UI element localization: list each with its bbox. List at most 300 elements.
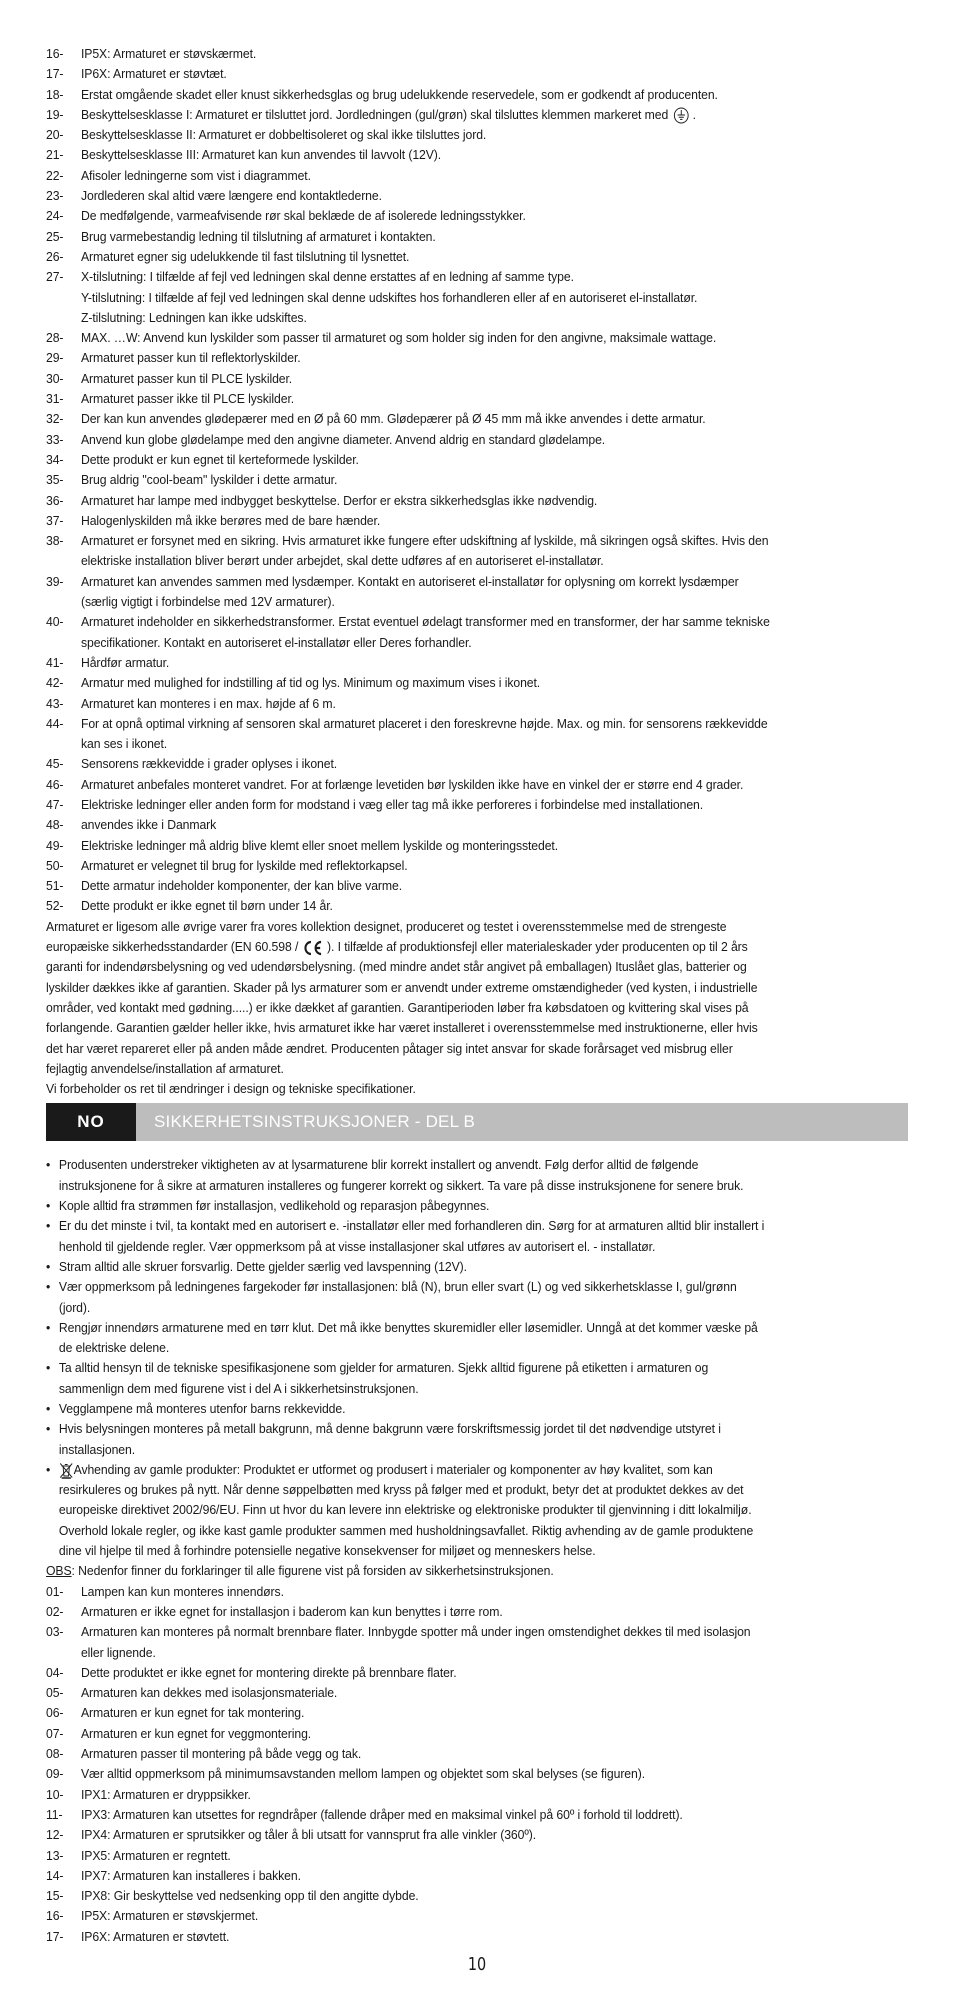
item-body bbox=[81, 1582, 908, 1602]
item-body bbox=[81, 1602, 908, 1622]
warranty-line: europæiske sikkerhedsstandarder (EN 60.598 / ). I tilfælde af produktionsfejl eller materialeskader yder producenten op til 2 års bbox=[46, 939, 748, 955]
bullet-dot: • bbox=[46, 1401, 51, 1416]
item-body bbox=[81, 572, 908, 613]
line-text: IPX1: Armaturen er dryppsikker. bbox=[80, 1786, 251, 1802]
line-text: Beskyttelsesklasse II: Armaturet er dobbeltisoleret og skal ikke tilsluttes jord. bbox=[80, 127, 487, 143]
ce-mark-icon bbox=[302, 940, 324, 956]
bullet-item bbox=[46, 1216, 908, 1257]
line-text: Armaturet indeholder en sikkerhedstransformer. Erstat eventuel ødelagt transformer med en transformer, der har samme tekniske bbox=[80, 614, 770, 630]
item-number: 45- bbox=[46, 756, 64, 772]
line-text: Lampen kan kun monteres innendørs. bbox=[80, 1583, 284, 1599]
bullet-body bbox=[59, 1399, 908, 1419]
bullet-item bbox=[46, 1257, 908, 1277]
crossed-bin-icon bbox=[59, 1462, 74, 1479]
list-item bbox=[46, 247, 908, 267]
item-number: 19- bbox=[46, 106, 64, 122]
line-text: X-tilslutning: I tilfælde af fejl ved ledningen skal denne erstattes af en ledning af samme type. bbox=[80, 269, 574, 285]
item-number: 25- bbox=[46, 228, 64, 244]
line-text: Beskyttelsesklasse I: Armaturet er tilsluttet jord. Jordledningen (gul/grøn) skal tilsluttes klemmen markeret med bbox=[80, 106, 669, 122]
page bbox=[46, 44, 908, 1947]
list-item bbox=[46, 491, 908, 511]
part-a-list bbox=[46, 44, 908, 917]
item-body bbox=[81, 491, 908, 511]
list-item bbox=[46, 896, 908, 916]
warranty-line: det har været repareret eller på anden måde ændret. Producenten påtager sig intet ansvar for skade forårsaget ved misbrug eller bbox=[46, 1040, 733, 1056]
line-text: Jordlederen skal altid være længere end kontaktlederne. bbox=[80, 188, 382, 204]
warranty-line: lyskilder dækkes ikke af garantien. Skader på lys armaturer som er anvendt under extreme omstændigheder (ved kysten, i industrielle bbox=[46, 979, 758, 995]
item-body bbox=[81, 775, 908, 795]
item-number: 43- bbox=[46, 695, 64, 711]
item-number: 08- bbox=[46, 1746, 64, 1762]
line-text: instruksjonene for å sikre at armaturen installeres og fungerer korrekt og sikkert. Ta vare på disse instruksjonene for senere bruk. bbox=[58, 1177, 744, 1193]
item-body bbox=[81, 328, 908, 348]
list-item bbox=[46, 714, 908, 755]
line-text: de elektriske delene. bbox=[58, 1340, 170, 1356]
bullet-body bbox=[59, 1196, 908, 1216]
list-item bbox=[46, 450, 908, 470]
line-text: IPX5: Armaturen er regntett. bbox=[80, 1847, 231, 1863]
item-number: 10- bbox=[46, 1786, 64, 1802]
line-text: Elektriske ledninger eller anden form for modstand i væg eller tag må ikke perforeres i forbindelse med installationen. bbox=[80, 796, 704, 812]
list-item bbox=[46, 186, 908, 206]
list-item bbox=[46, 511, 908, 531]
bullet-dot: • bbox=[46, 1198, 51, 1214]
list-item bbox=[46, 85, 908, 105]
line-text: Erstat omgående skadet eller knust sikkerhedsglas og brug udelukkende reservedele, som er godkendt af producenten. bbox=[80, 86, 718, 102]
line-text: IPX8: Gir beskyttelse ved nedsenking opp til den angitte dybde. bbox=[80, 1888, 419, 1904]
warranty-line: fejlagtig anvendelse/installation af armaturet. bbox=[46, 1060, 284, 1076]
item-number: 30- bbox=[46, 370, 64, 386]
bullet-body bbox=[59, 1257, 908, 1277]
line-text: (jord). bbox=[58, 1299, 91, 1315]
line-text: anvendes ikke i Danmark bbox=[80, 817, 217, 833]
bullet-dot: • bbox=[46, 1258, 51, 1274]
item-number: 28- bbox=[46, 330, 64, 346]
item-number: 17- bbox=[46, 1928, 64, 1944]
item-number: 42- bbox=[46, 675, 64, 691]
earth-ground-icon bbox=[674, 107, 690, 124]
item-number: 44- bbox=[46, 715, 64, 731]
item-number: 03- bbox=[46, 1624, 64, 1640]
bullet-body bbox=[59, 1419, 908, 1460]
line-text: Armaturen er kun egnet for tak montering. bbox=[80, 1705, 305, 1721]
list-item bbox=[46, 105, 908, 125]
line-text: Z-tilslutning: Ledningen kan ikke udskiftes. bbox=[80, 309, 307, 325]
bullet-item bbox=[46, 1155, 908, 1196]
item-number: 14- bbox=[46, 1867, 64, 1883]
line-text bbox=[59, 1460, 908, 1480]
list-item bbox=[46, 125, 908, 145]
item-body bbox=[81, 511, 908, 531]
obs-label: OBS bbox=[46, 1563, 72, 1579]
item-body bbox=[81, 1744, 908, 1764]
bullet-dot: • bbox=[46, 1360, 51, 1376]
item-body bbox=[81, 815, 908, 835]
list-item bbox=[46, 754, 908, 774]
list-item bbox=[46, 1582, 908, 1602]
line-text: Armaturet passer kun til reflektorlyskilder. bbox=[80, 350, 301, 366]
item-number: 09- bbox=[46, 1766, 64, 1782]
bullet-dot: • bbox=[46, 1319, 51, 1335]
item-number: 16- bbox=[46, 46, 64, 61]
line-text: Armaturet passer kun til PLCE lyskilder. bbox=[80, 370, 293, 386]
list-item bbox=[46, 1906, 908, 1926]
item-number: 05- bbox=[46, 1685, 64, 1701]
bullet-item bbox=[46, 1277, 908, 1318]
item-body bbox=[81, 714, 908, 755]
item-body bbox=[81, 64, 908, 84]
list-item bbox=[46, 1663, 908, 1683]
bullet-item bbox=[46, 1358, 908, 1399]
line-text: kan ses i ikonet. bbox=[80, 736, 168, 752]
list-item bbox=[46, 1724, 908, 1744]
item-number: 16- bbox=[46, 1908, 64, 1924]
line-text: Dette produktet er ikke egnet for montering direkte på brennbare flater. bbox=[80, 1664, 457, 1680]
bullet-body bbox=[59, 1155, 908, 1196]
line-text: For at opnå optimal virkning af sensoren skal armaturet placeret i den foreskrevne højde. Max. og min. for sensorens rækkevidde bbox=[80, 715, 768, 731]
item-number: 23- bbox=[46, 188, 64, 204]
item-number: 24- bbox=[46, 208, 64, 224]
item-number: 47- bbox=[46, 796, 64, 812]
line-text: Halogenlyskilden må ikke berøres med de bare hænder. bbox=[80, 512, 381, 528]
item-body bbox=[81, 1906, 908, 1926]
item-number: 20- bbox=[46, 127, 64, 143]
line-text: Stram alltid alle skruer forsvarlig. Dette gjelder særlig ved lavspenning (12V). bbox=[58, 1258, 467, 1274]
item-body bbox=[81, 531, 908, 572]
item-body bbox=[81, 896, 908, 916]
list-item bbox=[46, 694, 908, 714]
list-item bbox=[46, 430, 908, 450]
line-text: Beskyttelsesklasse III: Armaturet kan kun anvendes til lavvolt (12V). bbox=[80, 147, 442, 163]
list-item bbox=[46, 1825, 908, 1845]
item-body bbox=[81, 267, 908, 328]
line-text: Der kan kun anvendes glødepærer med en Ø på 60 mm. Glødepærer på Ø 45 mm må ikke anvendes i dette armatur. bbox=[80, 411, 706, 427]
item-number: 33- bbox=[46, 431, 64, 447]
item-number: 27- bbox=[46, 269, 64, 285]
list-item bbox=[46, 1683, 908, 1703]
item-number: 29- bbox=[46, 350, 64, 366]
item-body bbox=[81, 1785, 908, 1805]
item-body bbox=[81, 1825, 908, 1845]
item-body bbox=[81, 1846, 908, 1866]
list-item bbox=[46, 328, 908, 348]
earth-icon-wrap bbox=[674, 107, 690, 122]
item-number: 36- bbox=[46, 492, 64, 508]
line-text: sammenlign dem med figurene vist i del A i sikkerhetsinstruksjonen. bbox=[58, 1380, 419, 1396]
item-body bbox=[81, 1805, 908, 1825]
item-body: Beskyttelsesklasse I: Armaturet er tilsluttet jord. Jordledningen (gul/grøn) skal tilsluttes klemmen markeret med . bbox=[80, 106, 696, 122]
section-banner bbox=[46, 1103, 908, 1141]
item-number: 46- bbox=[46, 776, 64, 792]
list-item bbox=[46, 470, 908, 490]
bullet-item bbox=[46, 1419, 908, 1460]
line-text: Armaturen er kun egnet for veggmontering. bbox=[80, 1725, 312, 1741]
list-item bbox=[46, 227, 908, 247]
item-number: 22- bbox=[46, 167, 64, 183]
list-item bbox=[46, 1764, 908, 1784]
item-body bbox=[81, 430, 908, 450]
item-body bbox=[81, 1622, 908, 1663]
item-number: 49- bbox=[46, 837, 64, 853]
warranty-line: Armaturet er ligesom alle øvrige varer fra vores kollektion designet, produceret og testet i overensstemmelse med de strengeste bbox=[46, 918, 727, 934]
document-text bbox=[46, 44, 908, 1099]
item-number: 07- bbox=[46, 1725, 64, 1741]
list-item bbox=[46, 166, 908, 186]
item-body bbox=[81, 876, 908, 896]
line-text: Y-tilslutning: I tilfælde af fejl ved ledningen skal denne udskiftes hos forhandleren eller af en autoriseret el-installatør. bbox=[80, 289, 698, 305]
item-number: 48- bbox=[46, 817, 64, 833]
list-item bbox=[46, 856, 908, 876]
line-text: henhold til gjeldende regler. Vær oppmerksom på at visse installasjoner skal utføres av autorisert el. - installatør. bbox=[58, 1238, 656, 1254]
line-text-content: Avhending av gamle produkter: Produktet er utformet og produsert i materialer og komponenter av høy kvalitet, som kan bbox=[73, 1461, 713, 1477]
item-body bbox=[81, 836, 908, 856]
item-body bbox=[81, 795, 908, 815]
item-body bbox=[81, 206, 908, 226]
line-text: IPX4: Armaturen er sprutsikker og tåler å bli utsatt for vannsprut fra alle vinkler (360º). bbox=[80, 1827, 537, 1843]
bullet-dot: • bbox=[46, 1157, 51, 1173]
item-number: 12- bbox=[46, 1827, 64, 1843]
list-item bbox=[46, 795, 908, 815]
item-number: 21- bbox=[46, 147, 64, 163]
item-number: 18- bbox=[46, 86, 64, 102]
item-number: 04- bbox=[46, 1664, 64, 1680]
line-text: Armaturet kan monteres i en max. højde af 6 m. bbox=[80, 695, 336, 711]
item-body bbox=[81, 145, 908, 165]
item-body bbox=[81, 1927, 908, 1947]
line-text: Produsenten understreker viktigheten av at lysarmaturene blir korrekt installert og anvendt. Følg derfor alltid de følgende bbox=[58, 1157, 699, 1173]
section-title: SIKKERHETSINSTRUKSJONER - DEL B bbox=[154, 1112, 476, 1132]
part-b-list bbox=[46, 1582, 908, 1947]
item-body bbox=[81, 1703, 908, 1723]
item-body bbox=[81, 612, 908, 653]
list-item bbox=[46, 1866, 908, 1886]
item-number: 26- bbox=[46, 248, 64, 264]
item-number: 50- bbox=[46, 857, 64, 873]
line-text: Elektriske ledninger må aldrig blive klemt eller snoet mellem lyskilde og monteringsstedet. bbox=[80, 837, 559, 853]
item-body bbox=[81, 166, 908, 186]
item-number: 38- bbox=[46, 533, 64, 549]
list-item bbox=[46, 1927, 908, 1947]
item-body bbox=[81, 369, 908, 389]
item-body bbox=[81, 694, 908, 714]
item-body bbox=[81, 186, 908, 206]
warranty-paragraph bbox=[46, 917, 908, 1100]
line-text: Afisoler ledningerne som vist i diagrammet. bbox=[80, 167, 311, 183]
list-item bbox=[46, 653, 908, 673]
item-number: 40- bbox=[46, 614, 64, 630]
item-body bbox=[81, 1724, 908, 1744]
list-item bbox=[46, 1846, 908, 1866]
bullet-item bbox=[46, 1196, 908, 1216]
line-text: Vegglampene må monteres utenfor barns rekkevidde. bbox=[58, 1401, 346, 1416]
list-item bbox=[46, 44, 908, 64]
line-text: Vær oppmerksom på ledningenes fargekoder før installasjonen: blå (N), brun eller svart (L) og ved sikkerhetsklasse I, gul/grønn bbox=[58, 1279, 737, 1295]
list-item bbox=[46, 267, 908, 328]
item-body bbox=[81, 1866, 908, 1886]
list-item bbox=[46, 673, 908, 693]
item-number: 17- bbox=[46, 66, 64, 82]
line-text: dine vil hjelpe til med å forhindre potensielle negative konsekvenser for miljøet og menneskers helse. bbox=[58, 1543, 596, 1559]
obs-line bbox=[46, 1561, 908, 1581]
line-text: Ta alltid hensyn til de tekniske spesifikasjonene som gjelder for armaturen. Sjekk alltid figurene på etiketten i armaturen og bbox=[58, 1360, 709, 1376]
reserve-line: Vi forbeholder os ret til ændringer i design og tekniske specifikationer. bbox=[46, 1081, 416, 1097]
item-body bbox=[81, 856, 908, 876]
line-text: Armatur med mulighed for indstilling af tid og lys. Minimum og maximum vises i ikonet. bbox=[80, 675, 541, 691]
line-text: IP6X: Armaturen er støvtett. bbox=[80, 1928, 230, 1944]
line-text: MAX. …W: Anvend kun lyskilder som passer til armaturet og som holder sig inden for den angivne, maksimale wattage. bbox=[80, 330, 717, 346]
list-item bbox=[46, 369, 908, 389]
list-item bbox=[46, 1622, 908, 1663]
list-item bbox=[46, 348, 908, 368]
item-number: 02- bbox=[46, 1603, 64, 1619]
list-item bbox=[46, 531, 908, 572]
line-text: elektriske installation bliver berørt under arbejdet, skal dette udføres af en autoriseret el-installatør. bbox=[80, 553, 604, 569]
warranty-line: garanti for indendørsbelysning og ved udendørsbelysning. (med mindre andet står angivet på emballagen) Ituslået glas, batterier og bbox=[46, 959, 747, 975]
item-body bbox=[81, 450, 908, 470]
warranty-line: forlangende. Garantien gælder heller ikke, hvis armaturet ikke har været installeret i overensstemmelse med instruktionerne, eller hvis bbox=[46, 1020, 758, 1036]
item-number: 51- bbox=[46, 878, 64, 894]
line-text: Armaturet er velegnet til brug for lyskilde med reflektorkapsel. bbox=[80, 857, 408, 873]
bullet-body bbox=[59, 1277, 908, 1318]
list-item bbox=[46, 389, 908, 409]
list-item bbox=[46, 206, 908, 226]
item-number: 39- bbox=[46, 573, 64, 589]
item-number: 37- bbox=[46, 512, 64, 528]
line-text: IP5X: Armaturet er støvskærmet. bbox=[80, 46, 257, 61]
line-text: Dette produkt er ikke egnet til børn under 14 år. bbox=[80, 898, 333, 914]
item-body bbox=[81, 247, 908, 267]
language-code: NO bbox=[46, 1103, 136, 1141]
line-text: resirkuleres og brukes på nytt. Når denne søppelbøtten med kryss på følger med et produkt, betyr det at produktet dekkes av det bbox=[58, 1482, 744, 1498]
line-text: Armaturet egner sig udelukkende til fast tilslutning til lysnettet. bbox=[80, 248, 410, 264]
item-number: 13- bbox=[46, 1847, 64, 1863]
line-text: Kople alltid fra strømmen før installasjon, vedlikehold og reparasjon påbegynnes. bbox=[58, 1198, 490, 1214]
line-text: Dette produkt er kun egnet til kerteformede lyskilder. bbox=[80, 451, 359, 467]
bullet-dot: • bbox=[46, 1279, 51, 1295]
list-item bbox=[46, 572, 908, 613]
list-item bbox=[46, 1805, 908, 1825]
line-text: De medfølgende, varmeafvisende rør skal beklæde de af isolerede ledningsstykker. bbox=[80, 208, 526, 224]
document-text-b bbox=[46, 1155, 908, 1947]
item-number: 32- bbox=[46, 411, 64, 427]
bullet-item bbox=[46, 1399, 908, 1419]
line-text: Overhold lokale regler, og ikke kast gamle produkter sammen med husholdningsavfallet. Riktig avhending av de gamle produktene bbox=[58, 1522, 754, 1538]
line-text: IP6X: Armaturet er støvtæt. bbox=[80, 66, 227, 82]
line-text: IP5X: Armaturen er støvskjermet. bbox=[80, 1908, 259, 1924]
line-text: (særlig vigtigt i forbindelse med 12V armaturer). bbox=[80, 594, 335, 610]
line-text: IPX7: Armaturen kan installeres i bakken. bbox=[80, 1867, 301, 1883]
list-item bbox=[46, 1785, 908, 1805]
line-text: Armaturet passer ikke til PLCE lyskilder. bbox=[80, 391, 295, 407]
line-text: Armaturet kan anvendes sammen med lysdæmper. Kontakt en autoriseret el-installatør for oplysning om korrekt lysdæmper bbox=[80, 573, 739, 589]
line-text: installasjonen. bbox=[58, 1441, 136, 1457]
bullet-item bbox=[46, 1318, 908, 1359]
list-item bbox=[46, 145, 908, 165]
line-text: IPX3: Armaturen kan utsettes for regndråper (fallende dråper med en maksimal vinkel på 60º i forhold til loddrett). bbox=[80, 1806, 683, 1822]
item-number: 34- bbox=[46, 451, 64, 467]
item-number: 01- bbox=[46, 1583, 64, 1599]
bullet-item bbox=[46, 1460, 908, 1561]
list-item bbox=[46, 1886, 908, 1906]
list-item bbox=[46, 64, 908, 84]
item-body bbox=[81, 1663, 908, 1683]
item-body bbox=[81, 227, 908, 247]
item-number: 35- bbox=[46, 472, 64, 488]
bullet-dot: • bbox=[46, 1461, 51, 1477]
item-number: 15- bbox=[46, 1888, 64, 1904]
line-text: Anvend kun globe glødelampe med den angivne diameter. Anvend aldrig en standard glødelampe. bbox=[80, 431, 606, 447]
item-body bbox=[81, 44, 908, 64]
line-text: Armaturen kan dekkes med isolasjonsmateriale. bbox=[80, 1685, 338, 1701]
bullet-body bbox=[59, 1460, 908, 1561]
list-item bbox=[46, 1602, 908, 1622]
item-body bbox=[81, 125, 908, 145]
item-number: 52- bbox=[46, 898, 64, 914]
item-body bbox=[81, 348, 908, 368]
line-text: Armaturet er forsynet med en sikring. Hvis armaturet ikke fungere efter udskiftning af lyskilde, må sikringen også skiftes. Hvis den bbox=[80, 533, 769, 549]
list-item bbox=[46, 876, 908, 896]
item-body bbox=[81, 754, 908, 774]
item-body bbox=[81, 653, 908, 673]
item-body bbox=[81, 470, 908, 490]
line-text: Armaturet har lampe med indbygget beskyttelse. Derfor er ekstra sikkerhedsglas ikke nødvendig. bbox=[80, 492, 598, 508]
list-item bbox=[46, 836, 908, 856]
list-item bbox=[46, 409, 908, 429]
item-number: 31- bbox=[46, 391, 64, 407]
bullet-dot: • bbox=[46, 1421, 51, 1437]
line-text: Vær alltid oppmerksom på minimumsavstanden mellom lampen og objektet som skal belyses (se figuren). bbox=[80, 1766, 646, 1782]
item-number: 11- bbox=[46, 1806, 63, 1822]
line-text: eller lignende. bbox=[80, 1644, 156, 1660]
line-text: Sensorens rækkevidde i grader oplyses i ikonet. bbox=[80, 756, 338, 772]
part-b-bullets bbox=[46, 1155, 908, 1561]
list-item bbox=[46, 1703, 908, 1723]
line-text: Rengjør innendørs armaturene med en tørr klut. Det må ikke benyttes skuremidler eller løsemidler. Unngå at det kommer væske på bbox=[58, 1319, 758, 1335]
line-text: Brug aldrig "cool-beam" lyskilder i dette armatur. bbox=[80, 472, 338, 488]
line-text: specifikationer. Kontakt en autoriseret el-installatør eller Deres forhandler. bbox=[80, 634, 472, 650]
bullet-dot: • bbox=[46, 1218, 51, 1234]
item-number: 41- bbox=[46, 654, 64, 670]
obs-text: : Nedenfor finner du forklaringer til alle figurene vist på forsiden av sikkerhetsinstruksjonen. bbox=[71, 1563, 554, 1579]
list-item bbox=[46, 612, 908, 653]
item-body bbox=[81, 1886, 908, 1906]
item-body bbox=[81, 1683, 908, 1703]
item-body bbox=[81, 1764, 908, 1784]
line-text: europeiske direktivet 2002/96/EU. Finn ut hvor du kan levere inn elektriske og elektroniske produkter til gjenvinning i ditt lokalmiljø. bbox=[58, 1502, 752, 1518]
bullet-body bbox=[59, 1318, 908, 1359]
item-number: 06- bbox=[46, 1705, 64, 1721]
warranty-rest bbox=[46, 957, 908, 1079]
list-item bbox=[46, 775, 908, 795]
warranty-line: områder, ved kontakt med gødning.....) er ikke dækket af garantien. Garantiperioden løber fra købsdatoen og kvittering skal vises på bbox=[46, 999, 749, 1015]
bullet-body bbox=[59, 1358, 908, 1399]
line-text: Armaturen passer til montering på både vegg og tak. bbox=[80, 1746, 362, 1762]
list-item bbox=[46, 1744, 908, 1764]
line-text: Hvis belysningen monteres på metall bakgrunn, må denne bakgrunn være forskriftsmessig jordet til det nødvendige utstyret i bbox=[58, 1421, 721, 1437]
line-text: Armaturet anbefales monteret vandret. For at forlænge levetiden bør lyskilden ikke have en vinkel der er større end 4 grader. bbox=[80, 776, 744, 792]
line-text: Er du det minste i tvil, ta kontakt med en autorisert e. -installatør eller med forhandleren din. Sørg for at armaturen alltid blir installert i bbox=[58, 1218, 765, 1234]
item-body bbox=[81, 389, 908, 409]
line-text: Hårdfør armatur. bbox=[80, 654, 170, 670]
line-text: Brug varmebestandig ledning til tilslutning af armaturet i kontakten. bbox=[80, 228, 436, 244]
list-item bbox=[46, 815, 908, 835]
line-text: Armaturen kan monteres på normalt brennbare flater. Innbygde spotter må under ingen omstendighet dekkes til med isolasjon bbox=[80, 1624, 751, 1640]
line-text: Dette armatur indeholder komponenter, der kan blive varme. bbox=[80, 878, 403, 894]
bullet-body bbox=[59, 1216, 908, 1257]
line-text: Armaturen er ikke egnet for installasjon i baderom kan kun benyttes i tørre rom. bbox=[80, 1603, 503, 1619]
item-body bbox=[81, 409, 908, 429]
item-body bbox=[81, 85, 908, 105]
